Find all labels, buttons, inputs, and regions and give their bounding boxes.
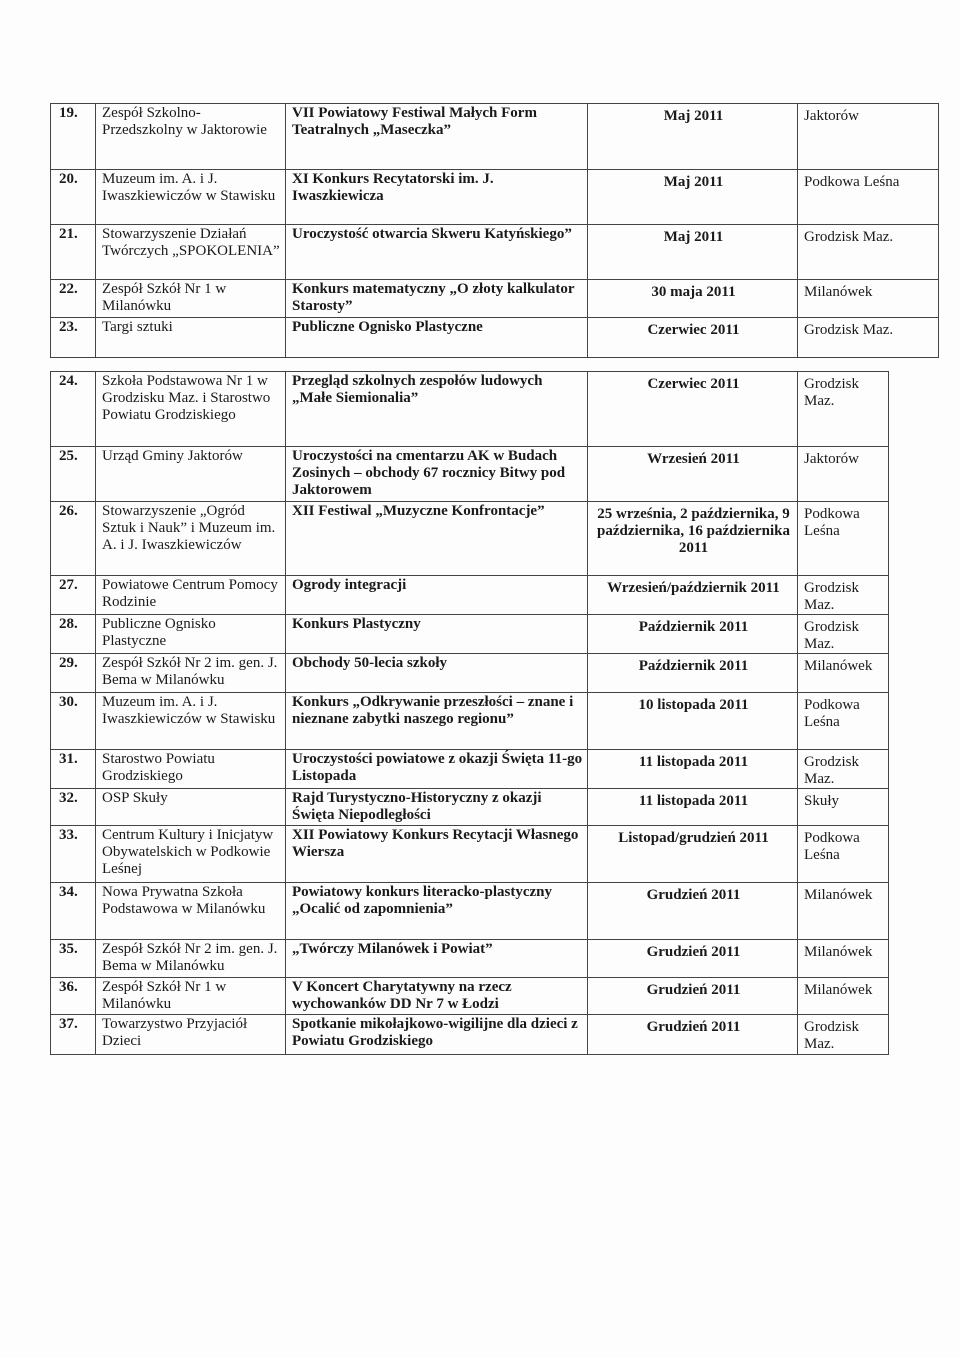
organizer-cell: Zespół Szkół Nr 2 im. gen. J. Bema w Milanówku [96,940,286,978]
row-number: 37. [51,1015,96,1055]
row-number: 34. [51,883,96,940]
event-cell: Konkurs Plastyczny [286,615,588,654]
table-row [51,170,939,225]
table-row [51,104,939,170]
row-number: 36. [51,978,96,1015]
row-number: 30. [51,693,96,750]
date-cell: Grudzień 2011 [588,1015,798,1055]
event-cell: Obchody 50-lecia szkoły [286,654,588,693]
date-cell: Maj 2011 [588,225,798,280]
row-number: 24. [51,372,96,447]
organizer-cell: OSP Skuły [96,789,286,826]
table-row [51,883,889,940]
row-number: 21. [51,225,96,280]
date-cell: Październik 2011 [588,654,798,693]
event-cell: Rajd Turystyczno-Historyczny z okazji Święta Niepodległości [286,789,588,826]
organizer-cell: Stowarzyszenie Działań Twórczych „SPOKOLENIA” [96,225,286,280]
organizer-cell: Zespół Szkół Nr 2 im. gen. J. Bema w Milanówku [96,654,286,693]
date-cell: Listopad/grudzień 2011 [588,826,798,883]
row-number: 20. [51,170,96,225]
organizer-cell: Centrum Kultury i Inicjatyw Obywatelskich w Podkowie Leśnej [96,826,286,883]
place-cell: Milanówek [798,883,889,940]
table-row [51,576,889,615]
place-cell: Skuły [798,789,889,826]
event-cell: Konkurs „Odkrywanie przeszłości – znane i nieznane zabytki naszego regionu” [286,693,588,750]
organizer-cell: Muzeum im. A. i J. Iwaszkiewiczów w Stawisku [96,693,286,750]
event-cell: Publiczne Ognisko Plastyczne [286,318,588,358]
table-row [51,693,889,750]
date-cell: 11 listopada 2011 [588,789,798,826]
organizer-cell: Publiczne Ognisko Plastyczne [96,615,286,654]
event-cell: „Twórczy Milanówek i Powiat” [286,940,588,978]
organizer-cell: Zespół Szkolno-Przedszkolny w Jaktorowie [96,104,286,170]
event-cell: Przegląd szkolnych zespołów ludowych „Małe Siemionalia” [286,372,588,447]
table-row [51,654,889,693]
row-number: 27. [51,576,96,615]
organizer-cell: Szkoła Podstawowa Nr 1 w Grodzisku Maz. i Starostwo Powiatu Grodziskiego [96,372,286,447]
event-cell: Powiatowy konkurs literacko-plastyczny „Ocalić od zapomnienia” [286,883,588,940]
place-cell: Grodzisk Maz. [798,576,889,615]
table-row [51,318,939,358]
date-cell: Wrzesień/październik 2011 [588,576,798,615]
organizer-cell: Zespół Szkół Nr 1 w Milanówku [96,280,286,318]
place-cell: Jaktorów [798,447,889,502]
organizer-cell: Nowa Prywatna Szkoła Podstawowa w Milanówku [96,883,286,940]
row-number: 33. [51,826,96,883]
date-cell: Czerwiec 2011 [588,318,798,358]
table-row [51,826,889,883]
event-cell: Ogrody integracji [286,576,588,615]
row-number: 32. [51,789,96,826]
event-cell: Spotkanie mikołajkowo-wigilijne dla dzieci z Powiatu Grodziskiego [286,1015,588,1055]
organizer-cell: Muzeum im. A. i J. Iwaszkiewiczów w Stawisku [96,170,286,225]
row-number: 29. [51,654,96,693]
event-cell: XII Powiatowy Konkurs Recytacji Własnego Wiersza [286,826,588,883]
organizer-cell: Powiatowe Centrum Pomocy Rodzinie [96,576,286,615]
place-cell: Milanówek [798,280,939,318]
event-cell: V Koncert Charytatywny na rzecz wychowanków DD Nr 7 w Łodzi [286,978,588,1015]
table-row [51,789,889,826]
event-cell: Konkurs matematyczny „O złoty kalkulator Starosty” [286,280,588,318]
table-row [51,225,939,280]
event-cell: XII Festiwal „Muzyczne Konfrontacje” [286,502,588,576]
date-cell: 30 maja 2011 [588,280,798,318]
organizer-cell: Towarzystwo Przyjaciół Dzieci [96,1015,286,1055]
event-cell: Uroczystości na cmentarzu AK w Budach Zosinych – obchody 67 rocznicy Bitwy pod Jaktorowem [286,447,588,502]
place-cell: Grodzisk Maz. [798,225,939,280]
date-cell: Grudzień 2011 [588,940,798,978]
date-cell: Grudzień 2011 [588,978,798,1015]
date-cell: 10 listopada 2011 [588,693,798,750]
row-number: 35. [51,940,96,978]
table-row [51,280,939,318]
events-table-bottom [50,371,889,1055]
date-cell: Październik 2011 [588,615,798,654]
row-number: 23. [51,318,96,358]
organizer-cell: Zespół Szkół Nr 1 w Milanówku [96,978,286,1015]
date-cell: Wrzesień 2011 [588,447,798,502]
organizer-cell: Targi sztuki [96,318,286,358]
organizer-cell: Stowarzyszenie „Ogród Sztuk i Nauk” i Muzeum im. A. i J. Iwaszkiewiczów [96,502,286,576]
table-row [51,447,889,502]
date-cell: Grudzień 2011 [588,883,798,940]
table-row [51,750,889,789]
place-cell: Grodzisk Maz. [798,1015,889,1055]
row-number: 26. [51,502,96,576]
event-cell: Uroczystość otwarcia Skweru Katyńskiego” [286,225,588,280]
events-table-top [50,103,939,358]
row-number: 19. [51,104,96,170]
place-cell: Podkowa Leśna [798,502,889,576]
date-cell: 11 listopada 2011 [588,750,798,789]
row-number: 31. [51,750,96,789]
place-cell: Podkowa Leśna [798,693,889,750]
row-number: 22. [51,280,96,318]
place-cell: Grodzisk Maz. [798,318,939,358]
table-row [51,615,889,654]
place-cell: Podkowa Leśna [798,170,939,225]
place-cell: Grodzisk Maz. [798,750,889,789]
place-cell: Jaktorów [798,104,939,170]
table-row [51,372,889,447]
row-number: 28. [51,615,96,654]
table-row [51,978,889,1015]
date-cell: Maj 2011 [588,104,798,170]
place-cell: Milanówek [798,978,889,1015]
place-cell: Grodzisk Maz. [798,615,889,654]
row-number: 25. [51,447,96,502]
organizer-cell: Urząd Gminy Jaktorów [96,447,286,502]
organizer-cell: Starostwo Powiatu Grodziskiego [96,750,286,789]
event-cell: Uroczystości powiatowe z okazji Święta 11-go Listopada [286,750,588,789]
table-row [51,1015,889,1055]
event-cell: XI Konkurs Recytatorski im. J. Iwaszkiewicza [286,170,588,225]
place-cell: Grodzisk Maz. [798,372,889,447]
date-cell: Czerwiec 2011 [588,372,798,447]
place-cell: Podkowa Leśna [798,826,889,883]
event-cell: VII Powiatowy Festiwal Małych Form Teatralnych „Maseczka” [286,104,588,170]
place-cell: Milanówek [798,654,889,693]
table-row [51,502,889,576]
date-cell: Maj 2011 [588,170,798,225]
table-row [51,940,889,978]
date-cell: 25 września, 2 października, 9 października, 16 października 2011 [588,502,798,576]
place-cell: Milanówek [798,940,889,978]
